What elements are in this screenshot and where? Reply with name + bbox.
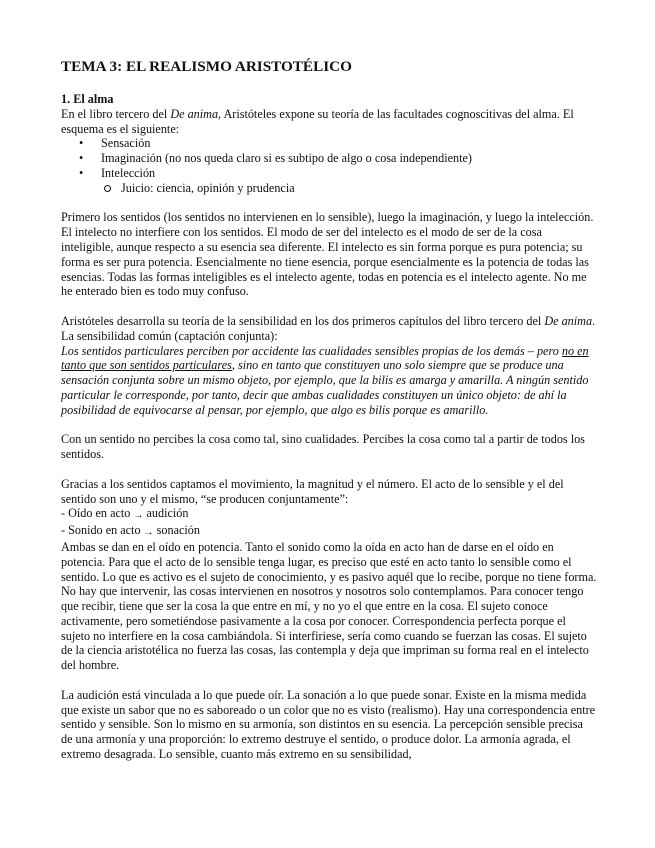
- list-item-label: Intelección: [101, 165, 156, 180]
- faculties-list: [61, 136, 597, 195]
- arrow-line-right: sonación: [153, 523, 200, 538]
- paragraph-text: Aristóteles desarrolla su teoría de la sensibilidad en los dos primeros capítulos del libro tercero del: [61, 313, 545, 328]
- paragraph: La audición está vinculada a lo que puede oír. La sonación a lo que puede sonar. Existe en la misma medida que existe un sabor que no es saboreado o un color que no es visto (realismo). Hay una correspondencia entre sentido y sensible. Son lo mismo en su armonía, son distintos en su esencia. La percepción sensible precisa de una armonía y una proporción: lo extremo destruye el sentido, o produce dolor. La armonía agrada, el extremo desagrada. Lo sensible, cuanto más extremo en su sensibilidad,: [61, 687, 596, 762]
- list-item: • Imaginación (no nos queda claro si es subtipo de algo o cosa independiente): [101, 151, 597, 166]
- document-title: TEMA 3: EL REALISMO ARISTOTÉLICO: [61, 58, 352, 75]
- paragraph-text-cont: . La sensibilidad común (captación conjunta):: [61, 313, 596, 343]
- work-title: De anima: [170, 106, 219, 121]
- section-heading: 1. El alma: [61, 92, 114, 106]
- paragraph: Con un sentido no percibes la cosa como tal, sino cualidades. Percibes la cosa como tal a partir de todos los sentidos.: [61, 432, 585, 462]
- quote-text-cont: , sino en tanto que constituyen uno solo siempre que se produce una sensación conjunta sobre un mismo objeto, por ejemplo, que la bilis es amarga y amarilla. A ningún sentido particular le corresponde, por tanto, decir que ambas cualidades constituyen un único objeto: de ahí la posibilidad de equivocarse al pensar, por ejemplo, que algo es bilis porque es amarillo.: [61, 358, 589, 417]
- intro-text: En el libro tercero del: [61, 106, 171, 121]
- arrow-line: [61, 523, 597, 540]
- arrow-line: [61, 506, 597, 523]
- quote-text: Los sentidos particulares perciben por accidente las cualidades sensibles propias de los demás – pero: [61, 343, 562, 358]
- arrow-icon: →: [133, 510, 144, 522]
- intro-text-cont: , Aristóteles expone su teoría de las facultades cognoscitivas del alma. El esquema es el siguiente:: [61, 106, 574, 136]
- section-intro: [61, 107, 597, 137]
- list-item: • Sensación: [101, 136, 597, 151]
- work-title: De anima: [544, 313, 593, 328]
- arrow-line-right: audición: [143, 506, 189, 521]
- quote-underlined: no en tanto que son sentidos particulares: [61, 343, 589, 373]
- arrow-icon: →: [143, 527, 154, 539]
- paragraph: Primero los sentidos (los sentidos no intervienen en lo sensible), luego la imaginación, y luego la intelección. El intelecto no interfiere con los sentidos. El modo de ser del intelecto es el modo de ser de la cosa inteligible, aunque respecto a su esencia sea diferente. El intelecto es sin forma porque es pura potencia; su forma es ser pura potencia. Esencialmente no tiene esencia, porque esencialmente es la potencia de todas las esencias. Todas las formas inteligibles es el intelecto agente, todas en potencia es el intelecto agente. No me he enterado bien es todo muy confuso.: [61, 210, 594, 299]
- paragraph: [61, 314, 597, 344]
- paragraph: Gracias a los sentidos captamos el movimiento, la magnitud y el número. El acto de lo sensible y el del sentido son uno y el mismo, “se producen conjuntamente”:: [61, 476, 564, 506]
- quotation: [61, 344, 597, 418]
- arrow-line-left: - Oído en acto: [61, 506, 134, 521]
- sub-list: [101, 181, 597, 196]
- sub-list-item: Juicio: ciencia, opinión y prudencia: [121, 181, 597, 196]
- list-item: [101, 166, 597, 196]
- paragraph: Ambas se dan en el oído en potencia. Tanto el sonido como la oída en acto han de darse en el oído en potencia. Para que el acto de lo sensible tenga lugar, es preciso que esté en acto tanto lo sensible como el sentido. Lo que es activo es el sujeto de conocimiento, y es pasivo aquél que lo recibe, porque no tiene forma. No hay que intervenir, las cosas intervienen en nosotros y nosotros solo contemplamos. Para conocer tengo que recibir, tiene que ser la cosa la que entre en mí, y no yo el que entre en la cosa. El sujeto conoce activamente, pero sometiéndose pasivamente a la cosa por conocer. Correspondencia perfecta porque el sujeto no interfiere en la cosa cambiándola. Si interfiriese, sería como cuando se fuerzan las cosas. El sujeto de la ciencia aristotélica no fuerza las cosas, las contempla y deja que impriman su forma real en el intelecto del hombre.: [61, 539, 597, 673]
- arrow-line-left: - Sonido en acto: [61, 523, 144, 538]
